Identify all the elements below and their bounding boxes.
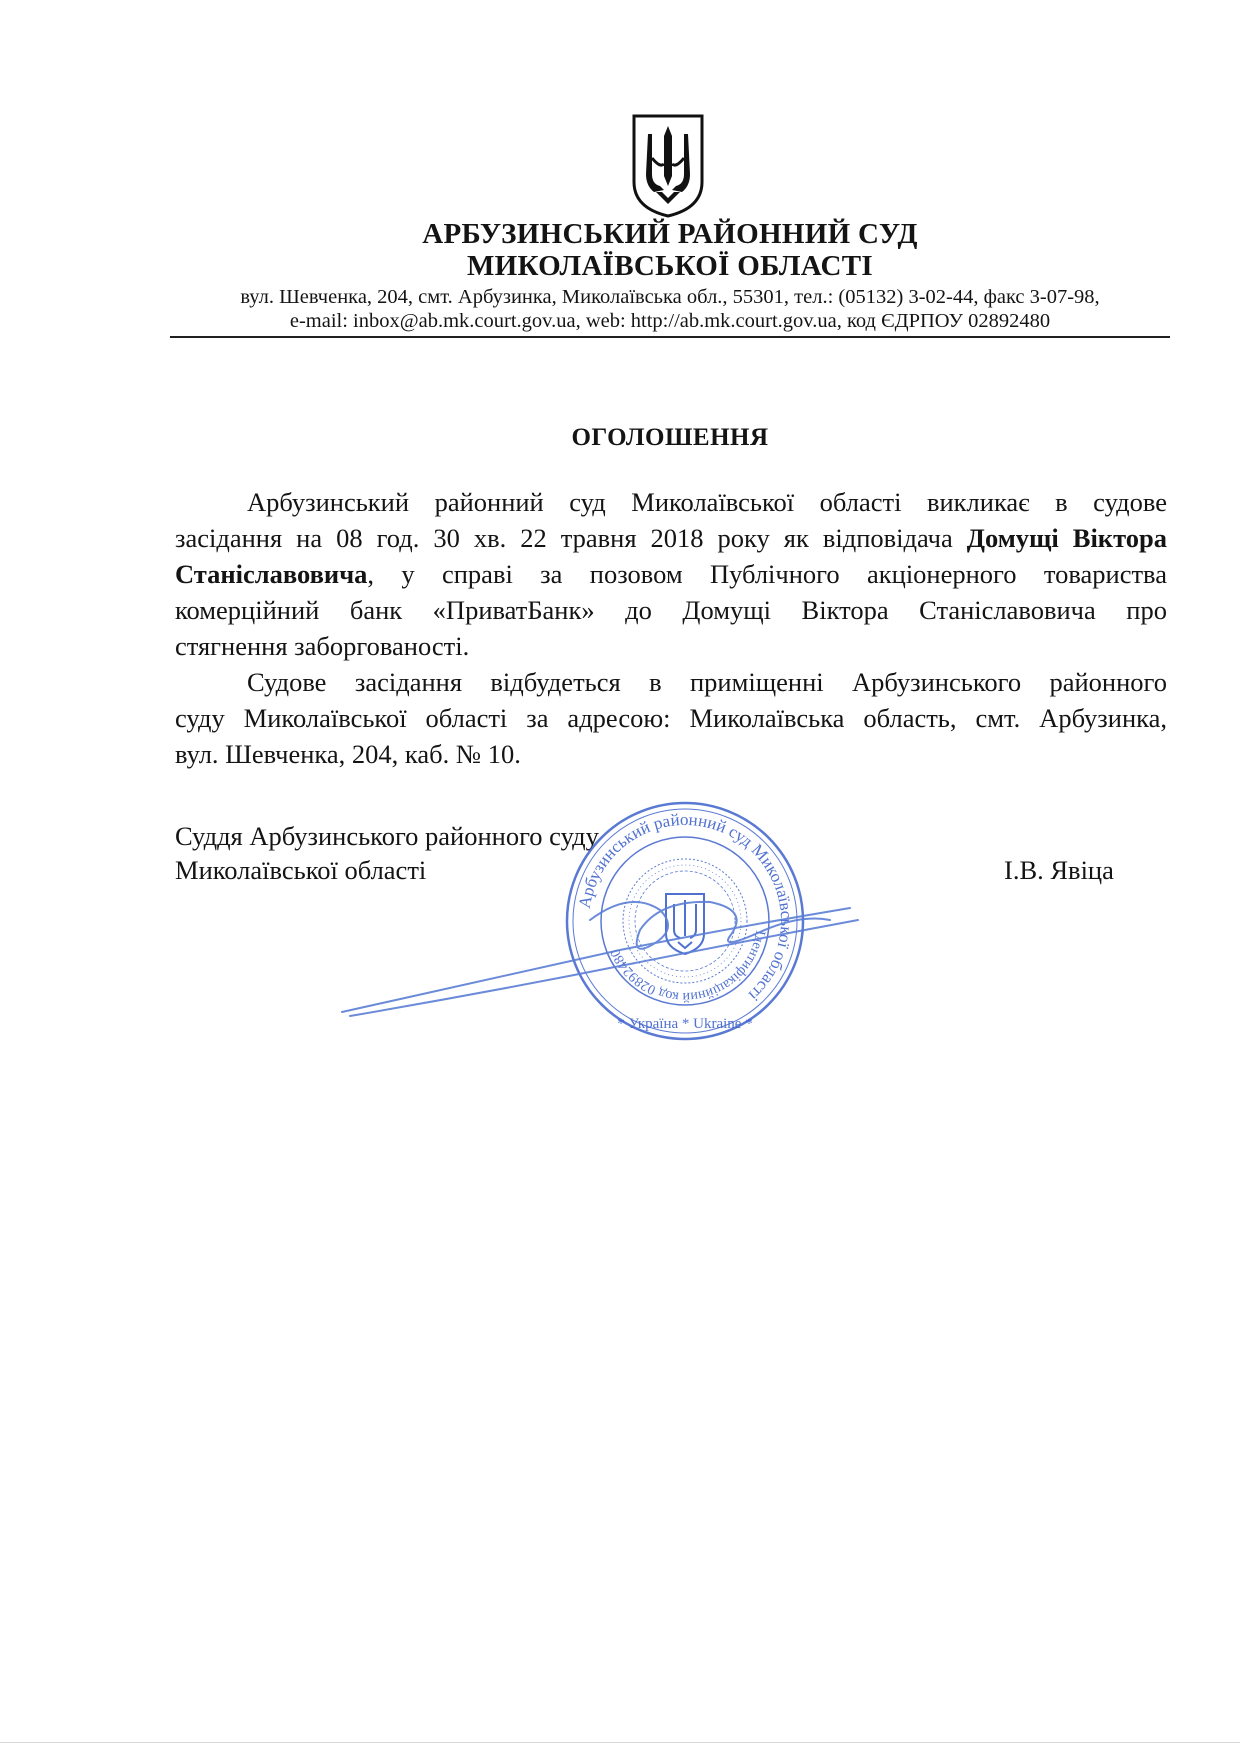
document-title: ОГОЛОШЕННЯ (571, 424, 769, 451)
defendant-name-part1: Домущі Віктора (966, 523, 1167, 553)
seal-inner-text: Ідентифікаційний код 02892480 (608, 929, 768, 1005)
paragraph1-line3 (175, 558, 1167, 590)
coat-of-arms-icon (630, 112, 706, 220)
paragraph1-line2-text: засідання на 08 год. 30 хв. 22 травня 2018 року як відповідача (175, 523, 967, 553)
paragraph1-line1: Арбузинський районний суд Миколаївської області викликає в судове (247, 487, 1167, 517)
defendant-name-part2: Станіславовича (175, 559, 368, 589)
court-address: вул. Шевченка, 204, смт. Арбузинка, Миколаївська обл., 55301, тел.: (05132) 3-02-44, факс 3-07-98, (240, 286, 1100, 308)
seal-outer-text: Арбузинський районний суд Миколаївської області (574, 809, 797, 1005)
page-bottom-edge (0, 1742, 1240, 1743)
paragraph1-line5: стягнення заборгованості. (175, 631, 470, 661)
paragraph1-line2 (175, 522, 1167, 554)
court-contacts: e-mail: inbox@ab.mk.court.gov.ua, web: http://ab.mk.court.gov.ua, код ЄДРПОУ 02892480 (289, 310, 1051, 332)
court-name-line2: МИКОЛАЇВСЬКОЇ ОБЛАСТІ (466, 250, 874, 282)
judge-position-line2: Миколаївської області (175, 855, 427, 885)
paragraph1-line3-text: , у справі за позовом Публічного акціонерного товариства (367, 559, 1167, 589)
header-divider (170, 336, 1170, 338)
paragraph2-line1: Судове засідання відбудеться в приміщенні Арбузинського районного (247, 667, 1167, 697)
judge-position-line1: Суддя Арбузинського районного суду (175, 821, 599, 851)
paragraph2-line2: суду Миколаївської області за адресою: Миколаївська область, смт. Арбузинка, (175, 703, 1167, 733)
paragraph1-line4: комерційний банк «ПриватБанк» до Домущі Віктора Станіславовича про (175, 595, 1167, 625)
judge-signature (330, 880, 870, 1030)
seal-country-text: * Україна * Ukraine * (617, 1016, 753, 1032)
court-name-line1: АРБУЗИНСЬКИЙ РАЙОННИЙ СУД (422, 218, 918, 250)
judge-name: І.В. Явіца (1004, 855, 1114, 885)
paragraph2-line3: вул. Шевченка, 204, каб. № 10. (175, 739, 521, 769)
